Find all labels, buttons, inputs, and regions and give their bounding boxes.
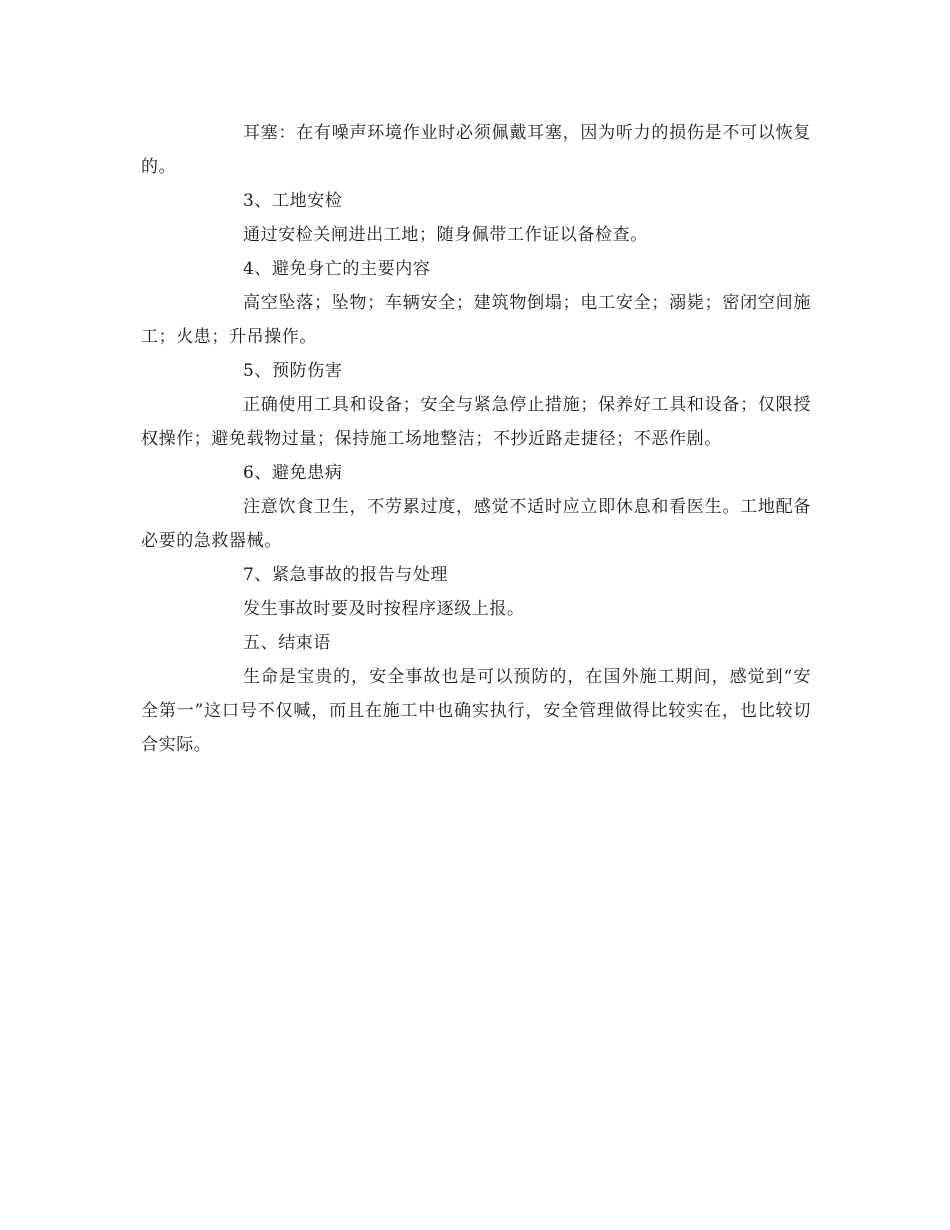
- heading-site-security-check: 3、工地安检: [243, 191, 343, 211]
- heading-avoid-illness: 6、避免患病: [243, 463, 343, 483]
- paragraph-avoid-fatalities: 高空坠落；坠物；车辆安全；建筑物倒塌；电工安全；溺毙；密闭空间施工；火患；升吊操作。: [141, 293, 811, 347]
- paragraph-earplugs: 耳塞：在有噪声环境作业时必须佩戴耳塞，因为听力的损伤是不可以恢复的。: [141, 123, 811, 177]
- paragraph-prevent-injury: 正确使用工具和设备；安全与紧急停止措施；保养好工具和设备；仅限授权操作；避免载物过量；保持施工场地整洁；不抄近路走捷径；不恶作剧。: [141, 395, 811, 449]
- heading-conclusion: 五、结束语: [243, 633, 331, 653]
- heading-emergency-reporting: 7、紧急事故的报告与处理: [243, 565, 449, 585]
- paragraph-avoid-illness: 注意饮食卫生，不劳累过度，感觉不适时应立即休息和看医生。工地配备必要的急救器械。: [141, 497, 811, 551]
- document-body: [141, 116, 811, 762]
- paragraph-conclusion: 生命是宝贵的，安全事故也是可以预防的，在国外施工期间，感觉到“安全第一”这口号不仅喊，而且在施工中也确实执行，安全管理做得比较实在，也比较切合实际。: [141, 667, 811, 755]
- paragraph-site-security-check: 通过安检关闸进出工地；随身佩带工作证以备检查。: [243, 225, 648, 245]
- heading-avoid-fatalities: 4、避免身亡的主要内容: [243, 259, 431, 279]
- paragraph-emergency-reporting: 发生事故时要及时按程序逐级上报。: [243, 599, 525, 619]
- heading-prevent-injury: 5、预防伤害: [243, 361, 343, 381]
